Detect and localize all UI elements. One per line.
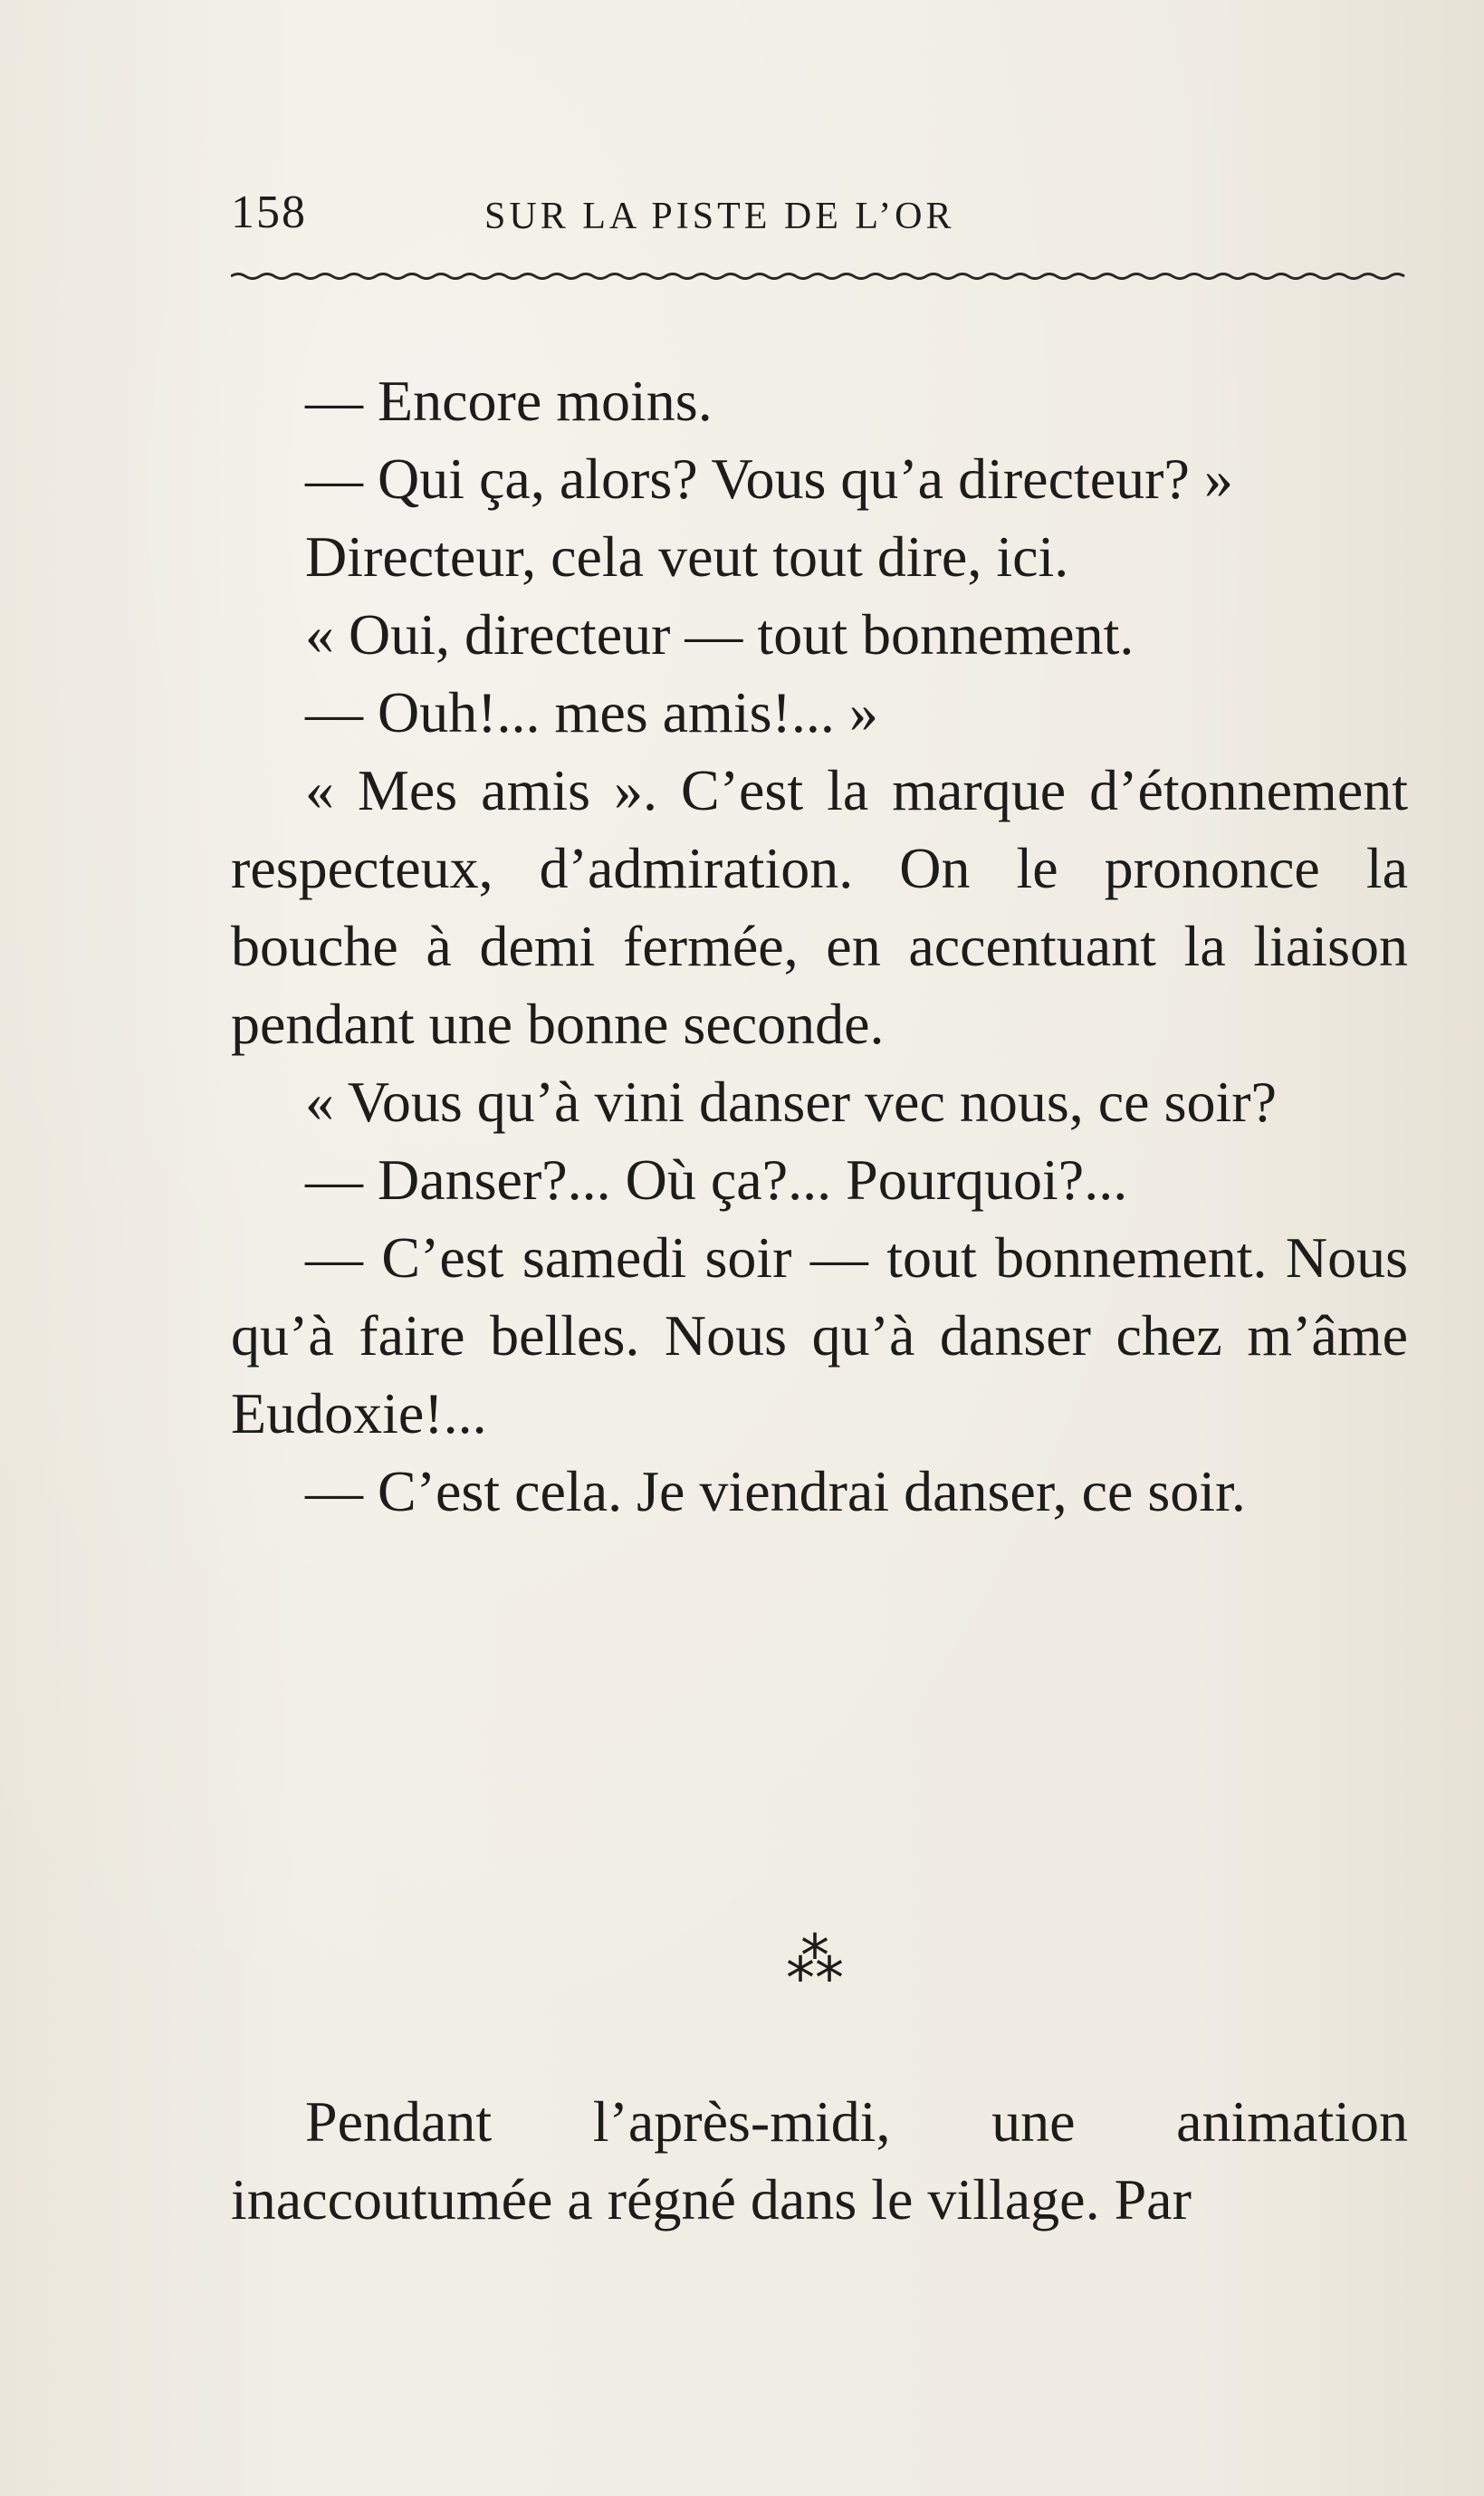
running-title: SUR LA PISTE DE L’OR (484, 196, 955, 237)
paragraph: — C’est cela. Je viendrai danser, ce soir. (305, 1459, 1246, 1523)
body-text (231, 362, 1408, 1531)
paragraph: « Mes amis ». C’est la marque d’étonnement respecteux, d’admiration. On le prononce la bouche à demi fermée, en accentuant la liaison pendant une bonne seconde. (231, 758, 1408, 1056)
paragraph: « Oui, directeur — tout bonnement. (305, 602, 1135, 667)
paragraph: — Ouh!... mes amis!... » (305, 680, 878, 744)
body-text-continued (231, 2083, 1408, 2239)
wavy-rule-divider (231, 270, 1408, 283)
paragraph: « Vous qu’à vini danser vec nous, ce soir? (305, 1070, 1277, 1134)
paragraph: — Encore moins. (305, 369, 713, 433)
paragraph: Directeur, cela veut tout dire, ici. (305, 524, 1069, 589)
asterism-separator: ⁂ (786, 1927, 844, 1994)
paragraph: — Qui ça, alors? Vous qu’a directeur? » (305, 446, 1233, 511)
paragraph: — C’est samedi soir — tout bonnement. Nous qu’à faire belles. Nous qu’à danser chez m’âme Eudoxie!... (231, 1225, 1408, 1445)
page-header (231, 186, 1408, 258)
page-number: 158 (231, 187, 307, 238)
paragraph: Pendant l’après-midi, une animation inaccoutumée a régné dans le village. Par (231, 2089, 1408, 2232)
paragraph: — Danser?... Où ça?... Pourquoi?... (305, 1147, 1128, 1212)
